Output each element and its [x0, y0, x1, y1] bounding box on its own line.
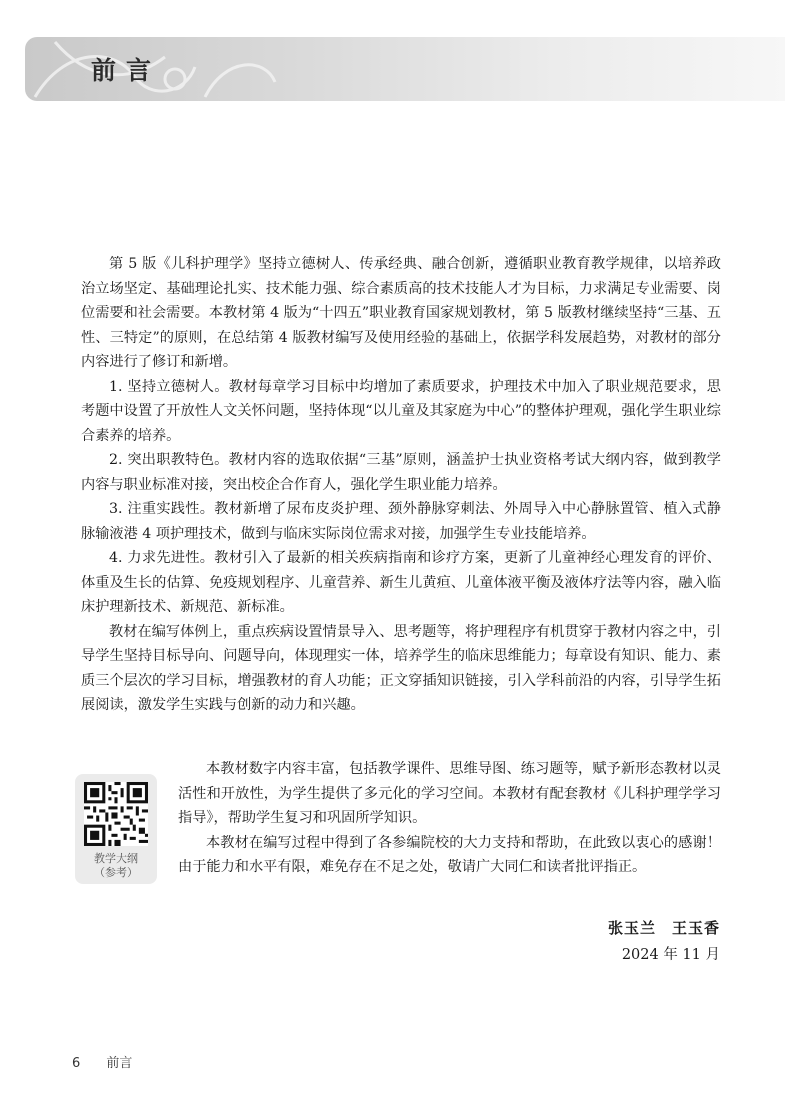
- paragraph-point-2: 2. 突出职教特色。教材内容的选取依据“三基”原则，涵盖护士执业资格考试大纲内容，做到教学内容与职业标准对接，突出校企合作育人，强化学生职业能力培养。: [81, 452, 721, 493]
- footer-section: 前言: [106, 1056, 133, 1071]
- section-header-banner: [25, 37, 785, 101]
- qr-caption-subtitle: （参考）: [94, 866, 138, 879]
- paragraph-thanks: 本教材在编写过程中得到了各参编院校的大力支持和帮助，在此致以衷心的感谢！由于能力和水平有限，难免存在不足之处，敬请广大同仁和读者批评指正。: [178, 834, 721, 875]
- paragraph-point-1: 1. 坚持立德树人。教材每章学习目标中均增加了素质要求，护理技术中加入了职业规范要求，思考题中设置了开放性人文关怀问题，坚持体现“以儿童及其家庭为中心”的整体护理观，强化学生职业综合素养的培养。: [81, 378, 721, 444]
- signature-date: 2024 年 11 月: [621, 947, 720, 963]
- paragraph-intro: 第 5 版《儿科护理学》坚持立德树人、传承经典、融合创新，遵循职业教育教学规律，以培养政治立场坚定、基础理论扎实、技术能力强、综合素质高的技术技能人才为目标，力求满足专业需要、岗位需要和社会需要。本教材第 4 版为“十四五”职业教育国家规划教材，第 5 版教材继续坚持“三基、五性、三特定”的原则，在总结第 4 版教材编写及使用经验的基础上，依据学科发展趋势，对教材的部分内容进行了修订和新增。: [81, 256, 721, 370]
- qr-card: [75, 774, 157, 884]
- qr-code-icon: [84, 782, 148, 846]
- paragraph-digital: 本教材数字内容丰富，包括教学课件、思维导图、练习题等，赋予新形态教材以灵活性和开放性，为学生提供了多元化的学习空间。本教材有配套教材《儿科护理学学习指导》，帮助学生复习和巩固所学知识。: [178, 761, 721, 826]
- author-names: 张玉兰 王玉香: [607, 919, 720, 937]
- page-footer: [72, 1052, 154, 1071]
- paragraph-point-4: 4. 力求先进性。教材引入了最新的相关疾病指南和诊疗方案，更新了儿童神经心理发育的评价、体重及生长的估算、免疫规划程序、儿童营养、新生儿黄疸、儿童体液平衡及液体疗法等内容，融入临床护理新技术、新规范、新标准。: [81, 550, 721, 615]
- side-text-block: [178, 757, 721, 880]
- paragraph-point-3: 3. 注重实践性。教材新增了尿布皮炎护理、颈外静脉穿刺法、外周导入中心静脉置管、植入式静脉输液港 4 项护理技术，做到与临床实际岗位需求对接，加强学生专业技能培养。: [81, 501, 721, 542]
- main-text-block: [81, 252, 721, 718]
- paragraph-format: 教材在编写体例上，重点疾病设置情景导入、思考题等，将护理程序有机贯穿于教材内容之中，引导学生坚持目标导向、问题导向，体现理实一体，培养学生的临床思维能力；每章设有知识、能力、素质三个层次的学习目标，增强教材的育人功能；正文穿插知识链接，引入学科前沿的内容，引导学生拓展阅读，激发学生实践与创新的动力和兴趣。: [81, 623, 721, 713]
- page-number: 6: [72, 1056, 81, 1071]
- qr-caption-title: 教学大纲: [94, 852, 138, 865]
- page-title: 前言: [91, 56, 162, 85]
